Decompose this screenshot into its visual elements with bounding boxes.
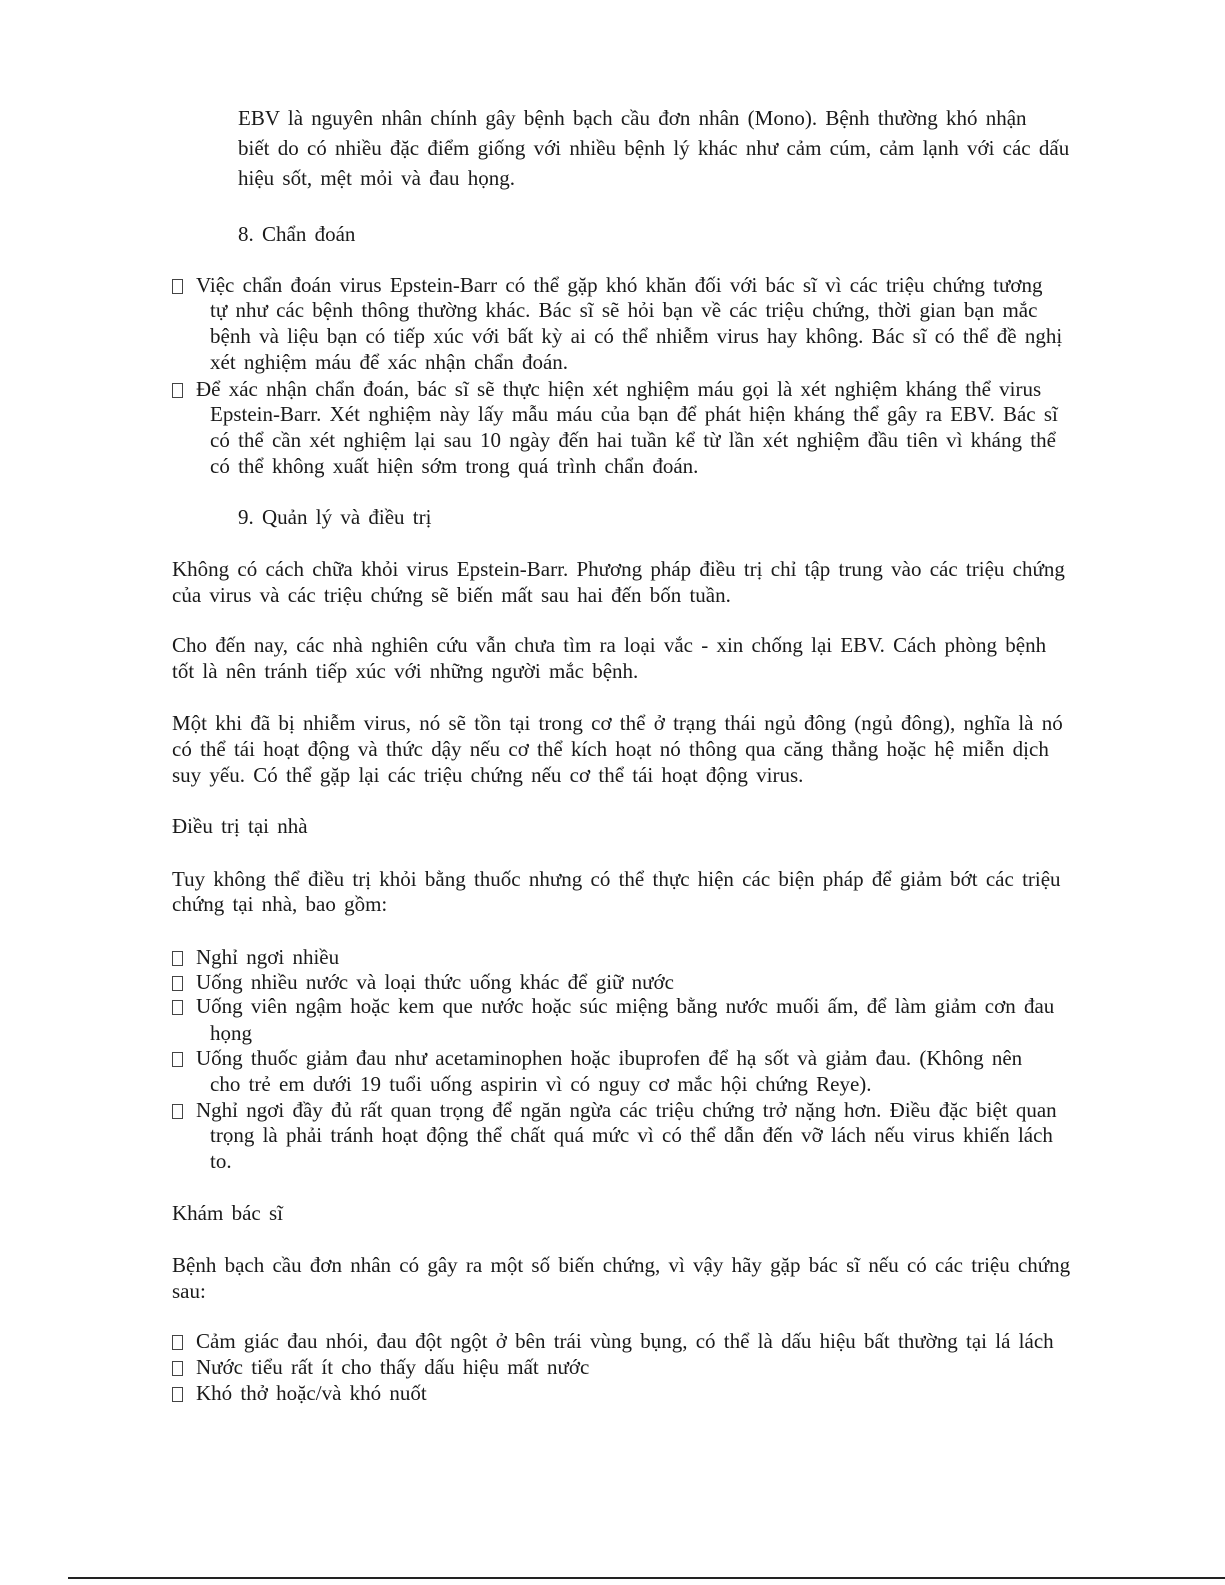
bullet-icon: [172, 1335, 183, 1350]
text-line: cho trẻ em dưới 19 tuổi uống aspirin vì có nguy cơ mắc hội chứng Reye).: [210, 1072, 872, 1096]
bullet-icon: [172, 383, 183, 398]
text-line: Một khi đã bị nhiễm virus, nó sẽ tồn tại trong cơ thể ở trạng thái ngủ đông (ngủ đông), nghĩa là nó: [172, 711, 1063, 735]
text-line: Nước tiểu rất ít cho thấy dấu hiệu mất nước: [196, 1355, 590, 1379]
page-bottom-rule: [68, 1577, 1225, 1579]
text-line: EBV là nguyên nhân chính gây bệnh bạch cầu đơn nhân (Mono). Bệnh thường khó nhận: [238, 106, 1027, 130]
text-line: hiệu sốt, mệt mỏi và đau họng.: [238, 166, 515, 190]
text-line: Uống nhiều nước và loại thức uống khác để giữ nước: [196, 970, 674, 994]
text-line: biết do có nhiều đặc điểm giống với nhiều bệnh lý khác như cảm cúm, cảm lạnh với các dấu: [238, 136, 1070, 160]
section-heading-diagnosis: 8. Chẩn đoán: [238, 222, 356, 246]
text-line: Không có cách chữa khỏi virus Epstein-Barr. Phương pháp điều trị chỉ tập trung vào các triệu chứng: [172, 557, 1065, 581]
subheading-home-treatment: Điều trị tại nhà: [172, 814, 308, 838]
text-line: Tuy không thể điều trị khỏi bằng thuốc nhưng có thể thực hiện các biện pháp để giảm bớt các triệu: [172, 867, 1061, 891]
bullet-icon: [172, 1000, 183, 1015]
text-line: Nghỉ ngơi nhiều: [196, 945, 340, 969]
text-line: Nghỉ ngơi đầy đủ rất quan trọng để ngăn ngừa các triệu chứng trở nặng hơn. Điều đặc biệt quan: [196, 1098, 1057, 1122]
text-line: bệnh và liệu bạn có tiếp xúc với bất kỳ ai có thể nhiễm virus hay không. Bác sĩ có thể đề nghị: [210, 324, 1063, 348]
text-line: sau:: [172, 1279, 206, 1303]
bullet-icon: [172, 1052, 183, 1067]
text-line: xét nghiệm máu để xác nhận chẩn đoán.: [210, 350, 569, 374]
text-line: Cho đến nay, các nhà nghiên cứu vẫn chưa tìm ra loại vắc - xin chống lại EBV. Cách phòng bệnh: [172, 633, 1047, 657]
text-line: Uống viên ngậm hoặc kem que nước hoặc súc miệng bằng nước muối ấm, để làm giảm cơn đau: [196, 994, 1055, 1018]
text-line: có thể cần xét nghiệm lại sau 10 ngày đến hai tuần kể từ lần xét nghiệm đầu tiên vì kháng thể: [210, 428, 1056, 452]
text-line: tốt là nên tránh tiếp xúc với những người mắc bệnh.: [172, 659, 639, 683]
bullet-icon: [172, 951, 183, 966]
text-line: Bệnh bạch cầu đơn nhân có gây ra một số biến chứng, vì vậy hãy gặp bác sĩ nếu có các triệu chứng: [172, 1253, 1071, 1277]
text-line: to.: [210, 1149, 232, 1173]
bullet-icon: [172, 279, 183, 294]
text-line: Việc chẩn đoán virus Epstein-Barr có thể gặp khó khăn đối với bác sĩ vì các triệu chứng tương: [196, 273, 1043, 297]
text-line: Uống thuốc giảm đau như acetaminophen hoặc ibuprofen để hạ sốt và giảm đau. (Không nên: [196, 1046, 1023, 1070]
text-line: chứng tại nhà, bao gồm:: [172, 892, 388, 916]
text-line: trọng là phải tránh hoạt động thể chất quá mức vì có thể dẫn đến vỡ lách nếu virus khiến lách: [210, 1123, 1053, 1147]
bullet-icon: [172, 1387, 183, 1402]
text-line: suy yếu. Có thể gặp lại các triệu chứng nếu cơ thể tái hoạt động virus.: [172, 763, 804, 787]
text-line: tự như các bệnh thông thường khác. Bác sĩ sẽ hỏi bạn về các triệu chứng, thời gian bạn mắc: [210, 298, 1038, 322]
text-line: Epstein-Barr. Xét nghiệm này lấy mẫu máu của bạn để phát hiện kháng thể gây ra EBV. Bác sĩ: [210, 402, 1058, 426]
bullet-icon: [172, 1104, 183, 1119]
bullet-icon: [172, 1361, 183, 1376]
text-line: Để xác nhận chẩn đoán, bác sĩ sẽ thực hiện xét nghiệm máu gọi là xét nghiệm kháng thể virus: [196, 377, 1042, 401]
text-line: họng: [210, 1021, 252, 1045]
text-line: có thể tái hoạt động và thức dậy nếu cơ thể kích hoạt nó thông qua căng thẳng hoặc hệ miễn dịch: [172, 737, 1049, 761]
section-heading-management: 9. Quản lý và điều trị: [238, 505, 432, 529]
text-line: của virus và các triệu chứng sẽ biến mất sau hai đến bốn tuần.: [172, 583, 731, 607]
text-line: Cảm giác đau nhói, đau đột ngột ở bên trái vùng bụng, có thể là dấu hiệu bất thường tại lá lách: [196, 1329, 1054, 1353]
text-line: Khó thở hoặc/và khó nuốt: [196, 1381, 427, 1405]
text-line: có thể không xuất hiện sớm trong quá trình chẩn đoán.: [210, 454, 699, 478]
bullet-icon: [172, 976, 183, 991]
subheading-see-doctor: Khám bác sĩ: [172, 1201, 283, 1225]
